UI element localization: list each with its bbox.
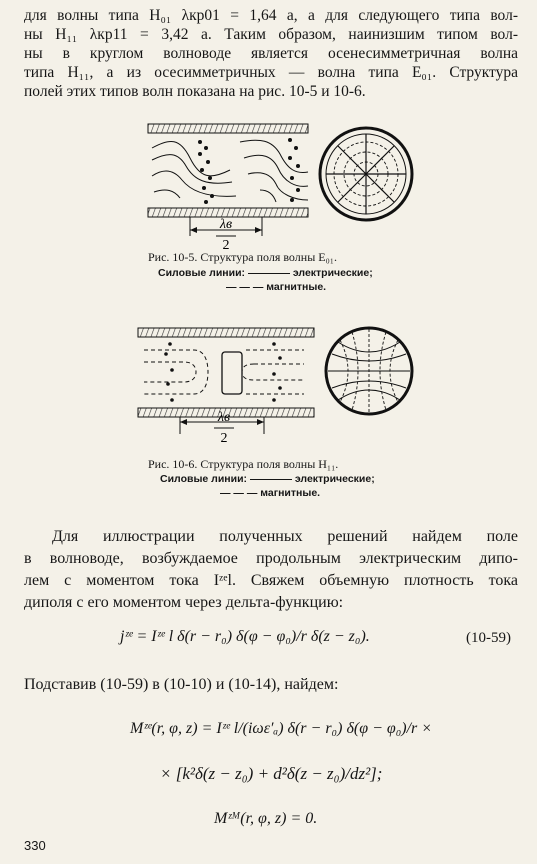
text-line: полей этих типов волн показана на рис. 10-5 и 10-6. [24, 83, 366, 100]
figure-10-5-longitudinal [140, 118, 320, 258]
text-line: Для иллюстрации полученных решений найдем поле [52, 528, 518, 545]
figure-10-6-legend-electric: Силовые линии: ———— электрические; [160, 473, 375, 485]
figure-10-5-caption: Рис. 10-5. Структура поля волны E₀₁. [148, 250, 337, 264]
fraction-denominator: 2 [222, 238, 230, 253]
figure-10-5-legend-magnetic: — — — магнитные. [226, 281, 327, 293]
text-line: в волноводе, возбуждаемое продольным электрическим дипо- [24, 550, 518, 567]
equation-m-electric: Mᶻᵉ(r, φ, z) = Iᶻᵉ l/(iωε′ₐ) δ(r − r₀) δ(φ − φ₀)/r × [130, 720, 433, 737]
equation-m-electric-cont: × [k²δ(z − z₀) + d²δ(z − z₀)/dz²]; [160, 764, 383, 783]
page-number: 330 [24, 838, 46, 853]
intro-paragraph [24, 6, 518, 101]
figure-10-6-caption: Рис. 10-6. Структура поля волны H₁₁. [148, 457, 339, 471]
text-line: ны H₁₁ λкр11 = 3,42 a. Таким образом, наинизшим типом вол- [24, 26, 518, 43]
figure-10-5-legend-electric: Силовые линии: ———— электрические; [158, 267, 373, 279]
transition-text [24, 675, 518, 694]
equation-number: (10-59) [466, 630, 511, 646]
fraction-numerator: λв [219, 217, 233, 232]
figure-10-6-legend-magnetic: — — — магнитные. [220, 487, 321, 499]
figure-10-5-cross-section [316, 124, 416, 224]
figure-10-6-longitudinal [134, 324, 319, 452]
body-paragraph [24, 526, 518, 614]
equation-10-59: jᶻᵉ = Iᶻᵉ l δ(r − r₀) δ(φ − φ₀)/r δ(z − z₀). [120, 628, 370, 645]
text-line: типа H₁₁, а из осесимметричных — волна типа E₀₁. Структура [24, 64, 518, 81]
figure-10-6-cross-section [322, 324, 416, 418]
fraction-numerator: λв [217, 410, 231, 425]
text-line: лем с моментом тока Iᶻᵉl. Свяжем объемную плотность тока [24, 572, 518, 589]
text-line: Подставив (10-59) в (10-10) и (10-14), найдем: [24, 676, 339, 693]
equation-m-magnetic: Mᶻᴹ(r, φ, z) = 0. [214, 810, 318, 827]
text-line: для волны типа H₀₁ λкр01 = 1,64 a, а для следующего типа вол- [24, 7, 518, 24]
text-line: диполя с его моментом через дельта-функцию: [24, 594, 344, 611]
text-line: ны в круглом волноводе является осенесимметричная волна [24, 45, 518, 62]
fraction-denominator: 2 [220, 431, 228, 446]
